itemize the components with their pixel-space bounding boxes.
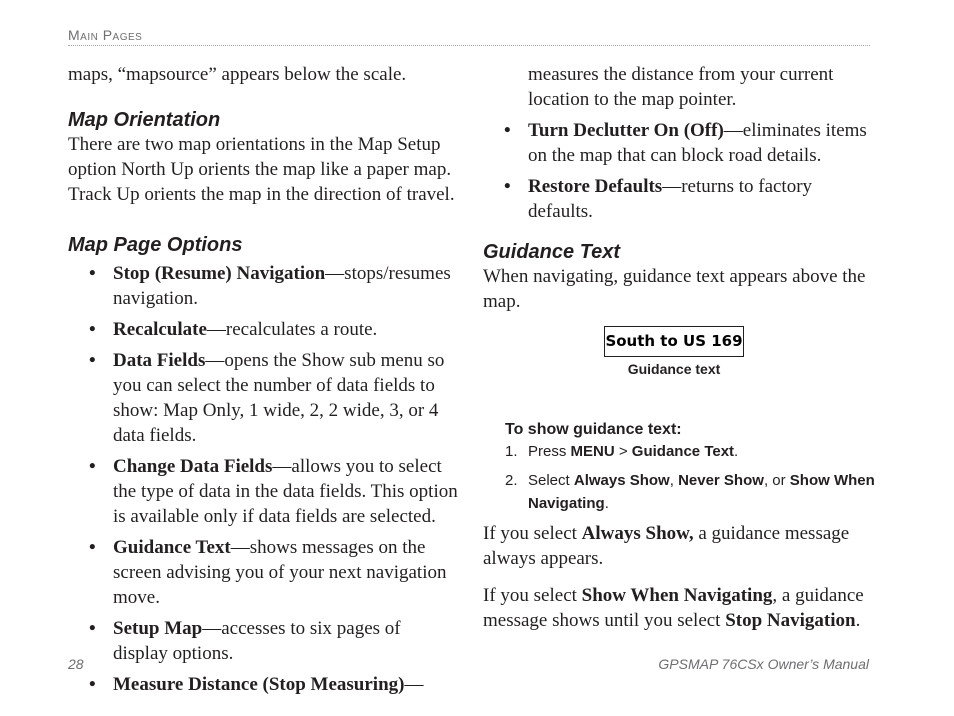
option-name: Stop Navigation: [725, 610, 856, 631]
option-term: Setup Map: [113, 618, 203, 639]
list-item-continued: measures the distance from your current location to the map pointer.: [528, 64, 834, 110]
paragraph-text: a guidance message always appears.: [483, 523, 850, 569]
menu-option: Show When Navigating: [528, 472, 875, 512]
manual-title: GPSMAP 76CSx Owner’s Manual: [658, 656, 869, 672]
menu-option: Never Show: [678, 472, 764, 489]
menu-option: Always Show: [573, 472, 670, 489]
map-orientation-heading: Map Orientation: [68, 109, 221, 131]
list-item: [68, 261, 460, 311]
step-text: , or: [763, 472, 790, 489]
option-term: Measure Distance (Stop Measuring): [113, 674, 405, 695]
step-text: ,: [669, 472, 679, 489]
paragraph-text: If you select: [483, 523, 582, 544]
menu-key: MENU: [570, 443, 615, 460]
option-name: Always Show,: [581, 523, 694, 544]
guidance-text-heading: Guidance Text: [483, 241, 621, 263]
section-header: Main Pages: [68, 27, 143, 43]
list-item: [483, 174, 875, 224]
step-text: Press: [528, 443, 571, 460]
list-item: [483, 118, 875, 168]
guidance-text-sample: South to US 169: [604, 326, 744, 357]
procedure-step: [483, 469, 875, 515]
right-column: [483, 62, 875, 633]
guidance-text-body: When navigating, guidance text appears above the map.: [483, 266, 866, 312]
option-name: Show When Navigating: [581, 585, 773, 606]
menu-option: Guidance Text: [631, 443, 735, 460]
option-desc: —: [404, 674, 424, 695]
header-divider: [68, 45, 870, 46]
option-desc: —stops/resumes navigation.: [113, 263, 451, 309]
list-item: [68, 616, 460, 666]
option-term: Turn Declutter On (Off): [528, 120, 724, 141]
option-desc: —accesses to six pages of display options.: [113, 618, 401, 664]
option-term: Guidance Text: [113, 537, 231, 558]
option-desc: —returns to factory defaults.: [528, 176, 813, 222]
guidance-figure: [483, 314, 875, 394]
intro-text: maps, “mapsource” appears below the scale.: [68, 64, 407, 85]
option-desc: —eliminates items on the map that can block road details.: [528, 120, 867, 166]
map-page-options-list-continued: [483, 62, 875, 224]
option-desc: —allows you to select the type of data in the data fields. This option is available only if data fields are selected.: [113, 456, 458, 527]
procedure-steps: [483, 440, 875, 515]
list-item: [68, 454, 460, 529]
left-column: [68, 62, 460, 703]
list-item: [68, 535, 460, 610]
procedure-title: To show guidance text:: [505, 421, 682, 438]
step-text: Select: [528, 472, 574, 489]
option-term: Change Data Fields: [113, 456, 273, 477]
step-text: >: [614, 443, 632, 460]
option-desc: —shows messages on the screen advising you of your next navigation move.: [113, 537, 447, 608]
step-number: 2.: [505, 472, 518, 489]
paragraph-text: , a guidance message shows until you select: [483, 585, 864, 631]
option-desc: —recalculates a route.: [206, 319, 378, 340]
paragraph-text: .: [855, 610, 861, 631]
option-term: Data Fields: [113, 350, 206, 371]
option-desc: —opens the Show sub menu so you can select the number of data fields to show: Map Only, 1 wide, 2, 2 wide, 3, or 4 data fields.: [113, 350, 445, 446]
procedure-step: [483, 440, 875, 463]
list-item: [68, 672, 460, 697]
show-when-navigating-paragraph: [483, 583, 875, 633]
map-page-options-heading: Map Page Options: [68, 234, 243, 256]
figure-caption: Guidance text: [627, 361, 721, 377]
option-term: Stop (Resume) Navigation: [113, 263, 326, 284]
map-orientation-body: There are two map orientations in the Map Setup option North Up orients the map like a paper map. Track Up orients the map in the direction of travel.: [68, 134, 455, 205]
option-term: Restore Defaults: [528, 176, 663, 197]
page-number: 28: [68, 656, 84, 672]
list-item: [68, 348, 460, 448]
map-page-options-list: [68, 261, 460, 697]
step-text: .: [604, 495, 609, 512]
option-term: Recalculate: [113, 319, 207, 340]
list-item: [68, 317, 460, 342]
step-number: 1.: [505, 443, 518, 460]
always-show-paragraph: [483, 521, 875, 571]
paragraph-text: If you select: [483, 585, 582, 606]
step-text: .: [734, 443, 739, 460]
